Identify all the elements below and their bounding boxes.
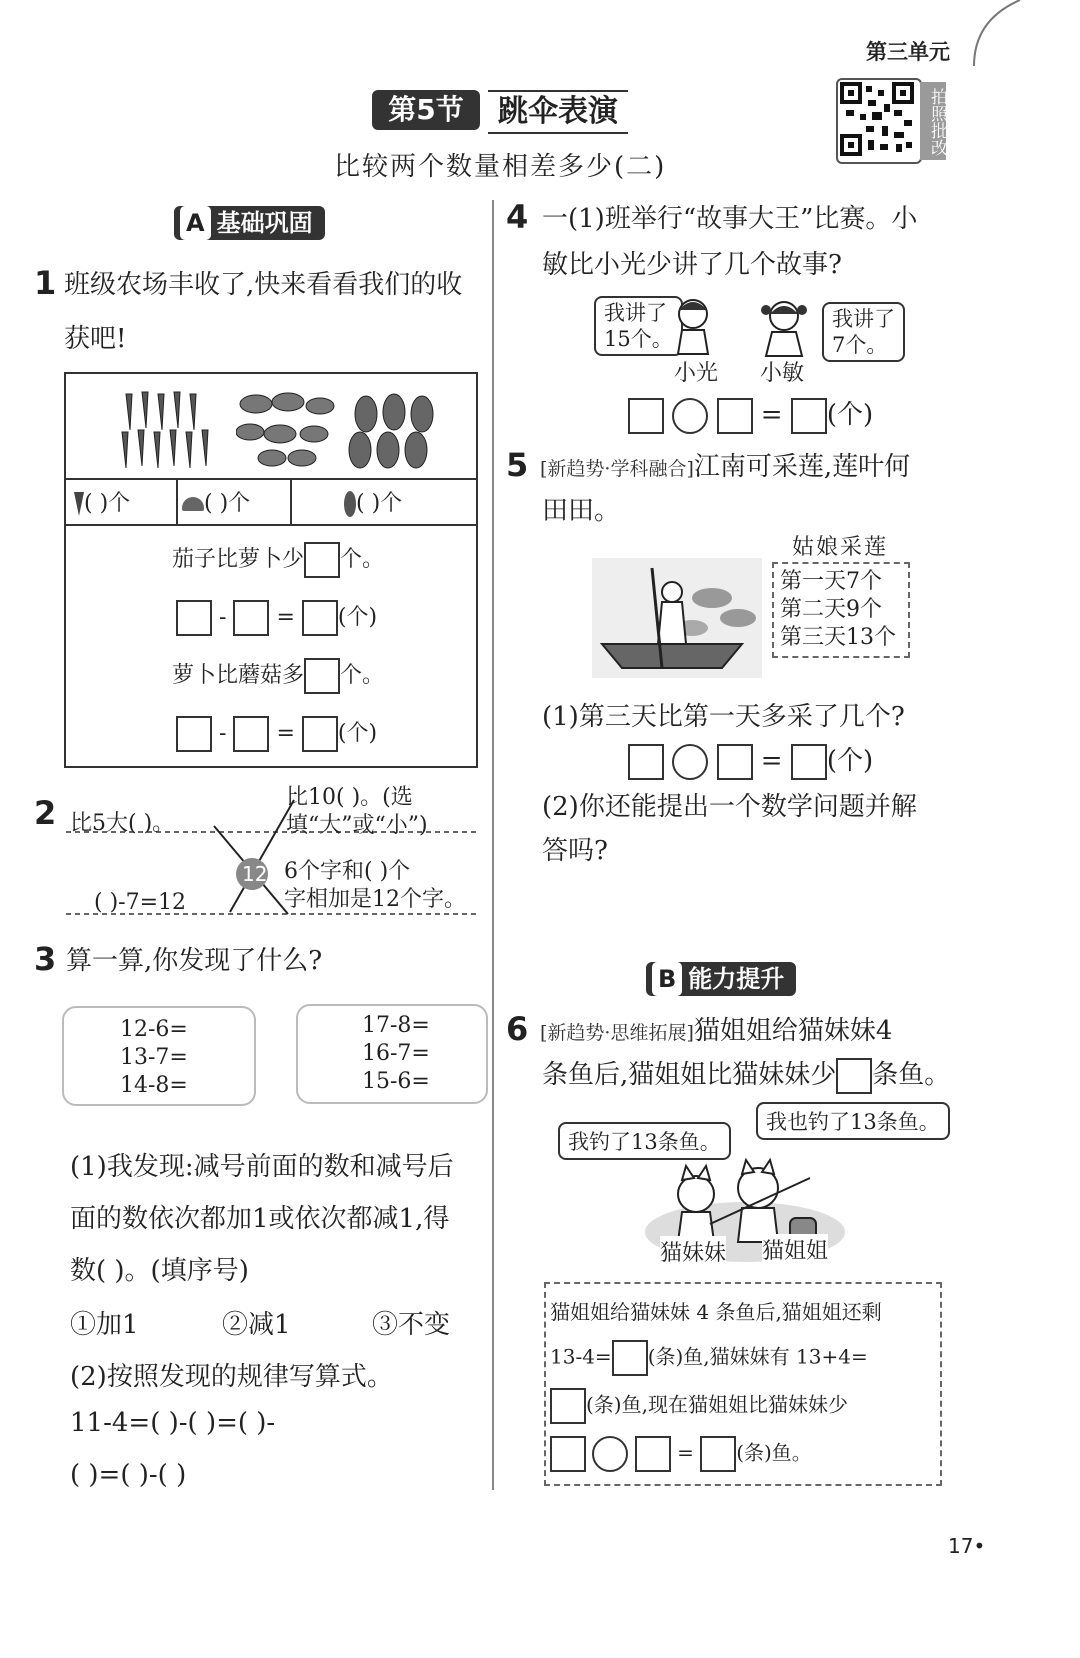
q6-bubble-left: 我钓了13条鱼。 [558, 1122, 731, 1160]
equals-sign: = [760, 746, 783, 776]
q6-number: 6 [506, 1010, 529, 1048]
q6-text-line1-row [540, 1010, 892, 1047]
q3-expr-line2[interactable]: ( )=( )-( ) [70, 1460, 187, 1490]
section-name: 跳伞表演 [488, 90, 628, 134]
q5-text-line2: 田田。 [542, 496, 621, 526]
q1-table [64, 372, 478, 768]
part-b-letter: B [652, 962, 682, 996]
q1-equation1 [176, 600, 377, 636]
q5-p2-line2: 答吗? [542, 836, 608, 866]
girl-picking-lotus-illustration [592, 558, 762, 678]
mushroom-group-icon [236, 388, 336, 472]
q1-eq1-unit: (个) [337, 605, 378, 630]
q3-expr-6[interactable]: 15-6= [362, 1069, 430, 1094]
q6-text-line2 [542, 1054, 950, 1094]
q3-expr-4[interactable]: 17-8= [362, 1013, 430, 1038]
q1-eq1-box-b[interactable] [233, 600, 269, 636]
carrot-group-icon [116, 384, 226, 476]
q3-group2-list [362, 1012, 430, 1096]
q1-answer-box2[interactable] [304, 658, 340, 694]
q4-name-right: 小敏 [760, 361, 805, 386]
minus-sign: - [219, 605, 227, 630]
q1-answer-box1[interactable] [304, 542, 340, 578]
q5-box-title: 姑娘采莲 [792, 535, 889, 560]
q1-sentence2 [172, 658, 384, 694]
q4-bubble-right-line1: 我讲了 [832, 307, 895, 331]
carrot-icon [74, 492, 84, 516]
q1-sentence1 [172, 542, 384, 578]
q4-box-b[interactable] [717, 398, 753, 434]
q3-p1-line1: (1)我发现:减号前面的数和减号后 [70, 1152, 454, 1182]
equals-sign: = [760, 400, 783, 430]
mushroom-icon [182, 497, 204, 511]
q3-expr-5[interactable]: 16-7= [362, 1041, 430, 1066]
q3-text: 算一算,你发现了什么? [66, 946, 323, 976]
q5-day-2: 第二天9个 [780, 597, 882, 622]
q1-eq2-box-b[interactable] [233, 716, 269, 752]
q6-sol-line3 [550, 1388, 848, 1424]
q1-sentence1-post: 个。 [340, 547, 385, 572]
q3-group1-card [62, 1006, 256, 1106]
q1-equation2 [176, 716, 377, 752]
q6-name-left: 猫妹妹 [660, 1236, 726, 1267]
q4-text-line2: 敏比小光少讲了几个故事? [542, 250, 842, 280]
q6-sol-box2[interactable] [550, 1388, 586, 1424]
q3-group1-list [120, 1016, 188, 1100]
qr-code-icon[interactable] [836, 78, 922, 164]
part-b-badge [646, 962, 796, 996]
q4-bubble-left-line2: 15个。 [604, 327, 673, 351]
q5-box-b[interactable] [717, 744, 753, 780]
eggplant-count-cell [344, 486, 402, 517]
qr-label: 拍照批改 [920, 82, 946, 160]
q3-p2: (2)按照发现的规律写算式。 [70, 1362, 393, 1392]
eggplant-icon [344, 491, 356, 517]
q6-sol-box-c[interactable] [700, 1436, 736, 1472]
q1-eq1-box-a[interactable] [176, 600, 212, 636]
equals-sign: = [276, 721, 295, 746]
q1-text-line2: 获吧! [64, 324, 127, 354]
q4-bubble-right [822, 302, 905, 362]
q6-sol-line2-pre: 13-4= [550, 1344, 612, 1369]
q2-left-bottom[interactable]: ( )-7=12 [94, 890, 187, 915]
q5-day-3: 第三天13个 [780, 625, 896, 650]
q3-option-3: ③不变 [372, 1310, 451, 1340]
q1-number: 1 [34, 264, 57, 302]
q6-solution-box [544, 1282, 942, 1486]
q1-sentence2-post: 个。 [340, 663, 385, 688]
minus-sign: - [219, 721, 227, 746]
q4-name-left: 小光 [674, 361, 719, 386]
q1-text-line1: 班级农场丰收了,快来看看我们的收 [64, 270, 463, 300]
q6-tag: [新趋势·思维拓展] [540, 1022, 694, 1044]
corner-curve [960, 0, 1040, 70]
q1-eq1-box-c[interactable] [302, 600, 338, 636]
part-a-letter: A [180, 206, 211, 240]
q2-right-top-line1[interactable]: 比10( )。(选 [286, 785, 413, 810]
part-b-title: 能力提升 [688, 965, 785, 993]
equals-sign: = [677, 1440, 694, 1465]
q4-operator-circle[interactable] [672, 398, 708, 434]
q6-text-line2-post: 条鱼。 [872, 1060, 951, 1090]
q5-p2-line1: (2)你还能提出一个数学问题并解 [542, 792, 917, 822]
q4-bubble-right-line2: 7个。 [832, 333, 888, 357]
q3-number: 3 [34, 940, 57, 978]
q1-sentence2-pre: 萝卜比蘑菇多 [172, 663, 305, 688]
q5-day-1: 第一天7个 [780, 569, 882, 594]
carrot-count-blank[interactable]: ( )个 [84, 491, 131, 516]
q3-expr-3[interactable]: 14-8= [120, 1073, 188, 1098]
q6-sol-box-b[interactable] [635, 1436, 671, 1472]
q5-number: 5 [506, 446, 529, 484]
q3-option-2: ②减1 [222, 1310, 291, 1340]
q1-sentence1-pre: 茄子比萝卜少 [172, 547, 305, 572]
eggplant-group-icon [346, 384, 446, 474]
unit-label: 第三单元 [866, 40, 950, 64]
mushroom-count-blank[interactable]: ( )个 [204, 491, 251, 516]
q5-text-line1-row [540, 446, 910, 483]
column-divider [492, 200, 494, 1490]
q5-box-a[interactable] [628, 744, 664, 780]
q6-text-line2-pre: 条鱼后,猫姐姐比猫妹妹少 [542, 1060, 837, 1090]
q6-sol-line2-post: (条)鱼,猫妹妹有 13+4= [647, 1344, 868, 1369]
q2-right-bottom-line1[interactable]: 6个字和( )个 [284, 859, 411, 884]
q1-eq2-box-a[interactable] [176, 716, 212, 752]
q6-name-right: 猫姐姐 [762, 1234, 828, 1265]
q5-tag: [新趋势·学科融合] [540, 458, 694, 480]
part-a-title: 基础巩固 [216, 209, 313, 237]
q2-center-number: 12 [242, 862, 268, 886]
q6-sol-line3-text: (条)鱼,现在猫姐姐比猫妹妹少 [586, 1392, 848, 1417]
eggplant-count-blank[interactable]: ( )个 [356, 491, 403, 516]
page-number-value: 17 [948, 1534, 974, 1558]
q3-expr-line1[interactable]: 11-4=( )-( )=( )- [70, 1408, 276, 1438]
q5-p1: (1)第三天比第一天多采了几个? [542, 702, 905, 732]
girl-xiaomin-icon [756, 298, 812, 358]
page-dot-icon: • [973, 1534, 986, 1558]
q3-option-1: ①加1 [70, 1310, 139, 1340]
q6-answer-box[interactable] [836, 1058, 872, 1094]
q4-box-c[interactable] [791, 398, 827, 434]
q2-right-top-line2: 填“大”或“小”) [286, 813, 428, 838]
q5-equation [628, 740, 873, 780]
q6-bubble-right: 我也钓了13条鱼。 [756, 1102, 950, 1140]
q6-sol-unit: (条)鱼。 [736, 1440, 812, 1465]
q3-expr-2[interactable]: 13-7= [120, 1045, 188, 1070]
q6-sol-box-a[interactable] [550, 1436, 586, 1472]
q5-text-line1: 江南可采莲,莲叶何 [693, 452, 911, 482]
page-number [948, 1534, 985, 1558]
q6-sol-box1[interactable] [612, 1340, 648, 1376]
q3-p1-line3[interactable]: 数( )。(填序号) [70, 1256, 249, 1286]
boy-xiaoguang-icon [668, 296, 718, 356]
q3-group2-card [296, 1004, 488, 1104]
q5-unit: (个) [826, 746, 874, 776]
q3-expr-1[interactable]: 12-6= [120, 1017, 188, 1042]
mushroom-count-cell [182, 486, 250, 517]
q4-unit: (个) [826, 400, 874, 430]
q1-eq2-unit: (个) [337, 721, 378, 746]
q3-p1-line2: 面的数依次都加1或依次都减1,得 [70, 1204, 450, 1234]
q2-right-bottom-line2: 字相加是12个字。 [284, 887, 466, 912]
q5-operator-circle[interactable] [672, 744, 708, 780]
q6-sol-line2 [550, 1340, 868, 1376]
q4-box-a[interactable] [628, 398, 664, 434]
q4-bubble-left-line1: 我讲了 [604, 301, 667, 325]
q1-eq2-box-c[interactable] [302, 716, 338, 752]
q6-sol-operator-circle[interactable] [592, 1436, 628, 1472]
q4-equation [628, 394, 873, 434]
section-number: 第5节 [372, 90, 480, 130]
q6-sol-line1: 猫姐姐给猫妹妹 4 条鱼后,猫姐姐还剩 [550, 1300, 882, 1324]
section-subtitle: 比较两个数量相差多少(二) [334, 152, 667, 182]
equals-sign: = [276, 605, 295, 630]
q5-box-c[interactable] [791, 744, 827, 780]
q2-left-top[interactable]: 比5大( )。 [70, 811, 175, 836]
q6-text-line1: 猫姐姐给猫妹妹4 [693, 1016, 893, 1046]
part-a-badge [174, 206, 325, 240]
carrot-count-cell [74, 486, 130, 517]
q5-days-box [772, 562, 910, 658]
q2-number: 2 [34, 794, 57, 832]
q4-text-line1: 一(1)班举行“故事大王”比赛。小 [542, 204, 918, 234]
q4-number: 4 [506, 198, 529, 236]
q6-sol-equation [550, 1436, 812, 1472]
